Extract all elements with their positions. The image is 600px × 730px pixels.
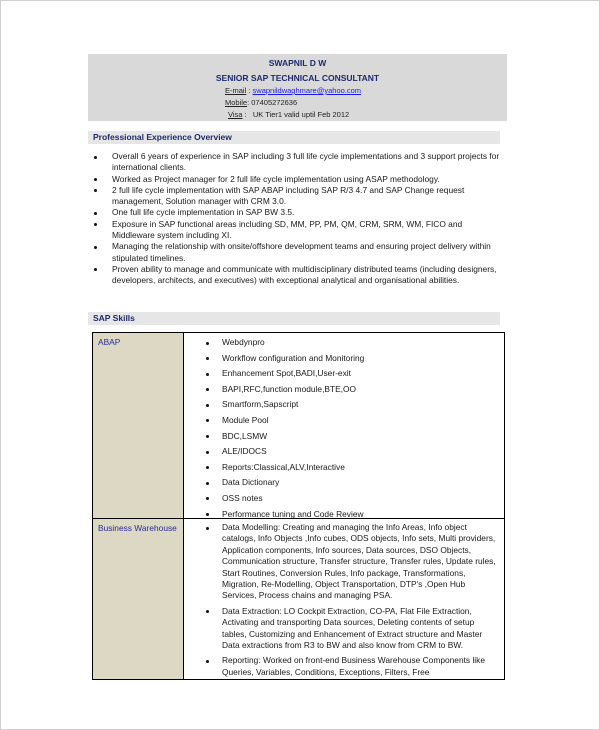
visa-line [88,109,507,121]
visa-separator: : [242,110,253,119]
table-row [93,518,504,679]
candidate-name: SWAPNIL D W [268,58,327,68]
list-item: Exposure in SAP functional areas including SD, MM, PP, PM, QM, CRM, SRM, WM, FICO and Middleware system including XI. [90,219,505,242]
skill-list [184,333,504,518]
list-item: OSS notes [184,491,504,507]
list-item: Managing the relationship with onsite/offshore development teams and ensuring project delivery within stipulated timelines. [90,241,505,264]
skill-list [184,519,504,679]
email-separator: : [246,86,253,95]
resume-header [88,54,507,121]
list-item: 2 full life cycle implementation with SAP ABAP including SAP R/3 4.7 and SAP Change request management, Solution manager with CRM 3.0. [90,185,505,208]
mobile-number: 07405272636 [251,98,298,107]
list-item: Data Modelling: Creating and managing the Info Areas, Info object catalogs, Info Objects ,Info cubes, ODS objects, Info sets, Multi providers, Application components, Info sources, Data sources, DSO Objects, Communication structure, Transfer structure, Transfer rules, Update rules, Start Routines, Conversion Rules, Info package, Transformations, Migration, Re-Modelling, Object Transportation, DTP's ,Open Hub Services, Process chains and managing PSA. [184,522,504,602]
list-item: One full life cycle implementation in SAP BW 3.5. [90,207,505,218]
mobile-label: Mobile [225,98,248,107]
email-link[interactable]: swapnildwaghmare@yahoo.com [252,86,362,95]
list-item: Enhancement Spot,BADI,User-exit [184,366,504,382]
table-row [93,333,504,518]
list-item: Smartform,Sapscript [184,397,504,413]
list-item: BAPI,RFC,function module,BTE,OO [184,382,504,398]
visa-status: UK Tier1 valid uptil Feb 2012 [252,110,350,119]
email-label: E-mail [225,86,247,95]
visa-label: Visa [228,110,243,119]
skills-heading: SAP Skills [88,312,500,325]
skill-category: Business Warehouse [93,519,184,679]
list-item: Worked as Project manager for 2 full life cycle implementation using ASAP methodology. [90,174,505,185]
skill-category: ABAP [93,333,184,518]
mobile-separator: : [247,98,252,107]
list-item: Reporting: Worked on front-end Business Warehouse Components like Queries, Variables, Conditions, Exceptions, Filters, Free [184,655,504,678]
list-item: Data Extraction: LO Cockpit Extraction, CO-PA, Flat File Extraction, Activating and transporting Data sources, Deleting contents of setup tables, Customizing and Enhancement of Extract structure and Master Data extractions from R3 to BW and also know from CRM to BW. [184,606,504,652]
list-item: Proven ability to manage and communicate with multidisciplinary distributed teams (including designers, developers, architects, and executives) with exceptional analytical and organisational abilities. [90,264,505,287]
list-item: Data Dictionary [184,475,504,491]
list-item: Webdynpro [184,335,504,351]
list-item: Workflow configuration and Monitoring [184,351,504,367]
list-item: Module Pool [184,413,504,429]
list-item: BDC,LSMW [184,429,504,445]
list-item: Overall 6 years of experience in SAP including 3 full life cycle implementations and 3 support projects for international clients. [90,151,505,174]
experience-heading: Professional Experience Overview [88,131,500,144]
list-item: ALE/IDOCS [184,444,504,460]
list-item: Reports:Classical,ALV,Interactive [184,460,504,476]
email-line [88,85,507,97]
mobile-line [88,97,507,109]
skills-table [92,332,505,680]
candidate-title: SENIOR SAP TECHNICAL CONSULTANT [215,73,380,83]
experience-list [90,151,505,287]
list-item: Performance tuning and Code Review [184,507,504,523]
